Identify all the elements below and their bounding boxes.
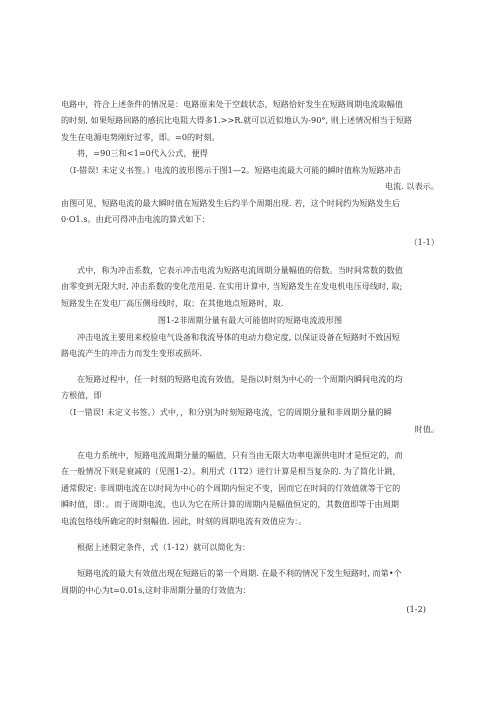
text-line: 由图可见，短路电流的最大瞬时值在短路发生后约半个周期出现. 若，这个时间约为短路发生后 — [61, 198, 401, 208]
figure-caption: 图1-2非周期分量有最大可能值时的短路电流波形图 — [157, 315, 343, 325]
text-line: 方根值，即 — [61, 390, 102, 400]
text-line: （I-错误! 未定义书签。）电流的波形图示于图1—2。短路电流最大可能的瞬时值称为短路冲击 — [65, 165, 401, 175]
text-line: 在电力系统中，短路电流周期分量的幅值，只有当由无限大功率电源供电时才是恒定的，而 — [77, 450, 403, 460]
text-line: 短路发生在发电厂高压侧母线时，取；在其他地点短路时，取. — [61, 298, 284, 308]
text-line: 0·O1.s。由此可得冲击电流的算式如下： — [61, 214, 210, 224]
text-line: 电流包络线所确定的时刻幅值. 因此，时刻的周期电流有效值应为：。 — [61, 516, 307, 526]
equation-number: (1-2) — [406, 604, 426, 614]
text-line: 冲击电流主要用来校验电气设备和我流导体的电动力稳定度, 以保证设备在短路时不致因短 — [77, 332, 400, 342]
text-line: 短路电流的最大有效值出现在短路后的第一个周期. 在最不利的情况下发生短路时, 而第•个 — [77, 568, 402, 578]
text-line: 将，=90三和<1=0代入公式，便得 — [77, 148, 208, 158]
text-line: 电路中，符合上述条件的情况是：电路原来处于空载状态，短路恰好发生在短路周期电流取幅值 — [61, 99, 404, 109]
text-line: 根据上述假定条件，式（1-12）就可以简化为： — [77, 542, 251, 552]
text-line: 由零变到无限大时, 冲击系数的变化范用是. 在实用计算中, 当短路发生在发电机电压母线时, 取; — [61, 281, 403, 291]
text-line: 瞬时值，即：。而于周期电流，也认为它在所计算的周期内是幅值恒定的，其数值即等于由周期 — [61, 499, 399, 509]
text-line: 路电流产生的冲击力而发生变形或损坏. — [61, 348, 203, 358]
equation-number: （1-1） — [409, 237, 439, 247]
text-line: 周期的中心为t=0.01s,这时非周期分量的仃效值为： — [61, 585, 251, 595]
text-line: 通常假定: 非周期电流在以时间为中心的个周期内恒定不变，因而它在时间的仃效值就等于它的 — [61, 483, 401, 493]
text-line: 发生在电源电势刚好过零，即。=0的时刻。 — [61, 132, 220, 142]
text-line: （I一错误! 未定义书签。）式中，，和分别为时刻短路电流，它的周期分量和非周期分量的瞬 — [65, 407, 392, 417]
text-line: 式中，称为冲击系数，它表示冲击电流为短路电流周期分量幅值的倍数。当时间常数的数值 — [77, 265, 403, 275]
text-line: 在一般情况下则是衰减的（见图1-2）。利用式（1T2）进行计算是相当复杂的. 为了简化计跳， — [61, 466, 401, 476]
text-line: 时值。 — [414, 424, 439, 434]
text-line: 的时刻, 如果短路回路的感抗比电阻大得多1.>>R.就可以近似地认为-90°, 则上述情况相当于短路 — [61, 115, 413, 125]
text-line: 电流. 以表示。 — [384, 181, 439, 191]
text-line: 在短路过程中，任一时刻的短路电流有效值，是指以时刻为中心的一个周期内瞬间电流的均 — [77, 374, 403, 384]
